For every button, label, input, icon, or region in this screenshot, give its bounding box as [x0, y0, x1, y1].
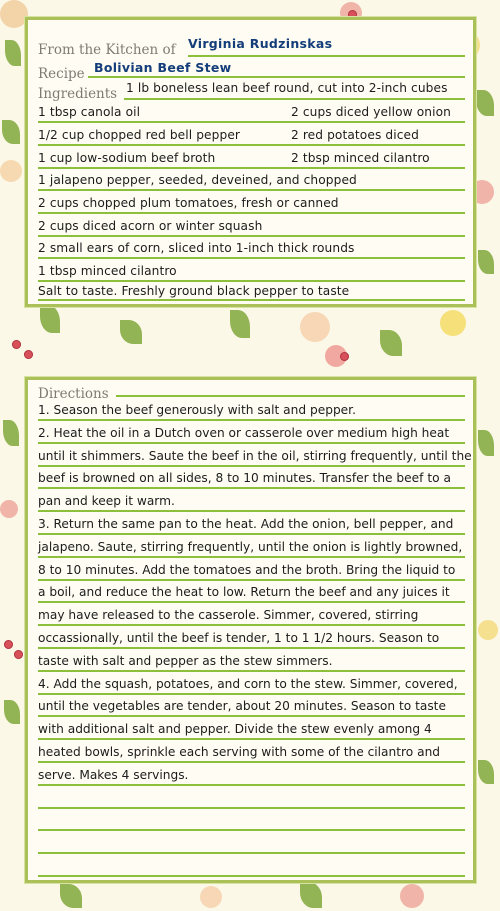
rule-line	[38, 579, 465, 581]
leaf-decoration	[478, 760, 494, 784]
rule-line	[38, 299, 465, 301]
direction-line: with additional salt and pepper. Divide the stew evenly among 4	[38, 722, 432, 737]
direction-line: beef is browned on all sides, 8 to 10 minutes. Transfer the beef to a	[38, 471, 451, 486]
rule-line	[38, 715, 465, 717]
author-name: Virginia Rudzinskas	[188, 36, 333, 51]
ingredient-item: 1 cup low-sodium beef broth	[38, 151, 216, 165]
rule-line	[38, 761, 465, 763]
from-kitchen-label: From the Kitchen of	[38, 42, 176, 58]
rule-line	[38, 624, 465, 626]
rule-line	[38, 212, 465, 214]
leaf-decoration	[478, 250, 494, 274]
directions-card	[25, 377, 476, 883]
leaf-decoration	[3, 420, 19, 446]
berry-decoration	[12, 340, 21, 349]
ingredient-item: 1 lb boneless lean beef round, cut into 2-inch cubes	[126, 81, 448, 95]
direction-line: jalapeno. Saute, stirring frequently, until the onion is lightly browned,	[38, 539, 463, 554]
leaf-decoration	[4, 700, 20, 724]
leaf-decoration	[5, 40, 21, 66]
leaf-decoration	[60, 884, 82, 908]
direction-line: 8 to 10 minutes. Add the tomatoes and the broth. Bring the liquid to	[38, 562, 456, 577]
ingredients-card	[25, 17, 476, 307]
rule-line	[38, 419, 465, 421]
rule-line	[38, 121, 465, 123]
ingredient-item: 2 red potatoes diced	[291, 128, 419, 142]
ingredient-item: 1/2 cup chopped red bell pepper	[38, 128, 241, 142]
rule-line	[38, 829, 465, 831]
ingredient-item: 1 jalapeno pepper, seeded, deveined, and chopped	[38, 173, 357, 187]
rule-line	[38, 235, 465, 237]
ingredient-item: 1 tbsp canola oil	[38, 105, 141, 119]
direction-line: occassionally, until the beef is tender, 1 to 1 1/2 hours. Season to	[38, 631, 440, 645]
rule-line	[188, 55, 465, 57]
direction-line: 1. Season the beef generously with salt and pepper.	[38, 403, 356, 417]
rule-line	[38, 852, 465, 854]
direction-line: taste with salt and pepper as the stew simmers.	[38, 653, 333, 668]
ingredient-item: 2 cups chopped plum tomatoes, fresh or canned	[38, 196, 339, 210]
rule-line	[38, 167, 465, 169]
rule-line	[38, 807, 465, 809]
leaf-decoration	[380, 330, 402, 356]
ingredient-item: Salt to taste. Freshly ground black pepper to taste	[38, 284, 350, 298]
berry-decoration	[4, 640, 13, 649]
flower-decoration	[400, 884, 424, 908]
berry-decoration	[24, 350, 33, 359]
flower-decoration	[300, 312, 330, 342]
rule-line	[38, 442, 465, 444]
ingredient-item: 2 cups diced yellow onion	[291, 105, 451, 119]
direction-line: a boil, and reduce the heat to low. Return the beef and any juices it	[38, 585, 450, 600]
ingredient-item: 1 tbsp minced cilantro	[38, 264, 177, 278]
flower-decoration	[200, 886, 222, 908]
recipe-name: Bolivian Beef Stew	[94, 60, 232, 75]
rule-line	[38, 487, 465, 489]
direction-line: 3. Return the same pan to the heat. Add the onion, bell pepper, and	[38, 517, 454, 531]
rule-line	[38, 465, 465, 467]
rule-line	[38, 601, 465, 603]
direction-line: may have released to the casserole. Simmer, covered, stirring	[38, 608, 419, 623]
direction-line: heated bowls, sprinkle each serving with some of the cilantro and	[38, 745, 441, 759]
rule-line	[38, 670, 465, 672]
rule-line	[38, 144, 465, 146]
rule-line	[38, 693, 465, 695]
leaf-decoration	[230, 310, 250, 338]
flower-decoration	[0, 500, 18, 518]
leaf-decoration	[478, 430, 494, 456]
direction-line: until the vegetables are tender, about 20 minutes. Season to taste	[38, 699, 446, 714]
flower-decoration	[0, 160, 22, 182]
ingredient-item: 2 cups diced acorn or winter squash	[38, 219, 263, 233]
direction-line: 4. Add the squash, potatoes, and corn to the stew. Simmer, covered,	[38, 676, 458, 691]
direction-line: serve. Makes 4 servings.	[38, 767, 189, 782]
leaf-decoration	[476, 90, 494, 116]
rule-line	[38, 533, 465, 535]
leaf-decoration	[2, 120, 20, 144]
rule-line	[38, 784, 465, 786]
rule-line	[116, 395, 465, 397]
flower-decoration	[440, 310, 466, 336]
rule-line	[38, 510, 465, 512]
ingredients-label: Ingredients	[38, 86, 118, 102]
rule-line	[38, 257, 465, 259]
rule-line	[38, 556, 465, 558]
ingredient-item: 2 tbsp minced cilantro	[291, 151, 430, 165]
rule-line	[38, 738, 465, 740]
leaf-decoration	[40, 305, 60, 333]
recipe-label: Recipe	[38, 66, 85, 82]
rule-line	[88, 76, 465, 78]
berry-decoration	[14, 650, 23, 659]
direction-line: pan and keep it warm.	[38, 494, 175, 509]
flower-decoration	[0, 0, 28, 28]
leaf-decoration	[120, 320, 142, 344]
flower-decoration	[478, 620, 498, 640]
rule-line	[38, 875, 465, 877]
directions-label: Directions	[38, 386, 109, 402]
leaf-decoration	[300, 882, 322, 908]
direction-line: until it shimmers. Saute the beef in the oil, stirring frequently, until the	[38, 448, 472, 463]
direction-line: 2. Heat the oil in a Dutch oven or casserole over medium high heat	[38, 425, 450, 440]
rule-line	[38, 280, 465, 282]
rule-line	[124, 98, 465, 100]
ingredient-item: 2 small ears of corn, sliced into 1-inch thick rounds	[38, 241, 355, 255]
rule-line	[38, 647, 465, 649]
berry-decoration	[340, 352, 349, 361]
rule-line	[38, 189, 465, 191]
